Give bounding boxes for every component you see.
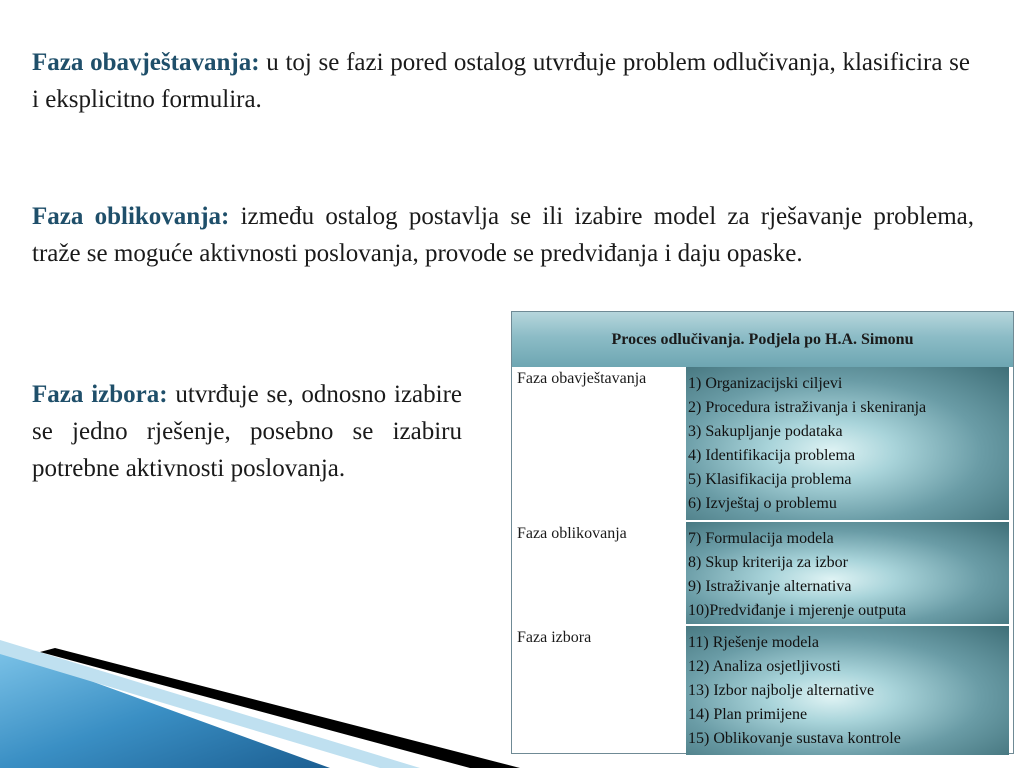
phase-label: Faza obavještavanja xyxy=(517,370,647,387)
paragraph-obavjestavanje xyxy=(32,44,970,118)
list-item: 4) Identifikacija problema xyxy=(688,447,856,464)
phase-items xyxy=(686,522,1009,626)
phase-items xyxy=(686,367,1009,520)
table-row xyxy=(512,520,1013,626)
list-item: 15) Oblikovanje sustava kontrole xyxy=(688,730,901,747)
phase-items xyxy=(686,626,1009,755)
list-item: 2) Procedura istraživanja i skeniranja xyxy=(688,399,927,416)
list-item: 6) Izvještaj o problemu xyxy=(688,495,837,512)
paragraph-text: u toj se fazi pored ostalog utvrđuje problem odlučivanja, klasificira se i eksplicitno formulira. xyxy=(32,49,970,113)
paragraph-lead: Faza oblikovanja: xyxy=(32,203,230,230)
list-item: 1) Organizacijski ciljevi xyxy=(688,375,843,392)
decision-process-table xyxy=(511,311,1014,754)
list-item: 7) Formulacija modela xyxy=(688,530,834,547)
table-row xyxy=(512,367,1013,520)
list-item: 10)Predviđanje i mjerenje outputa xyxy=(688,602,907,619)
list-item: 5) Klasifikacija problema xyxy=(688,471,852,488)
paragraph-lead: Faza obavještavanja: xyxy=(32,49,260,76)
phase-label: Faza izbora xyxy=(517,629,592,646)
paragraph-text: utvrđuje se, odnosno izabire se jedno rješenje, posebno se izabiru potrebne aktivnosti poslovanja. xyxy=(32,381,462,482)
decorative-wedge xyxy=(0,600,520,768)
list-item: 9) Istraživanje alternativa xyxy=(688,578,852,595)
list-item: 13) Izbor najbolje alternative xyxy=(688,682,875,699)
list-item: 8) Skup kriterija za izbor xyxy=(688,554,848,571)
list-item: 14) Plan primijene xyxy=(688,706,808,723)
paragraph-text: između ostalog postavlja se ili izabire model za rješavanje problema, traže se moguće aktivnosti poslovanja, provode se predviđanja i daju opaske. xyxy=(32,203,975,267)
table-row xyxy=(512,624,1013,755)
list-item: 3) Sakupljanje podataka xyxy=(688,423,843,440)
paragraph-oblikovanje xyxy=(32,198,974,272)
paragraph-lead: Faza izbora: xyxy=(32,381,168,408)
table-title: Proces odlučivanja. Podjela po H.A. Simonu xyxy=(512,312,1013,369)
paragraph-izbor xyxy=(32,376,462,487)
list-item: 11) Rješenje modela xyxy=(688,634,819,651)
phase-label: Faza oblikovanja xyxy=(517,525,627,542)
list-item: 12) Analiza osjetljivosti xyxy=(688,658,841,675)
